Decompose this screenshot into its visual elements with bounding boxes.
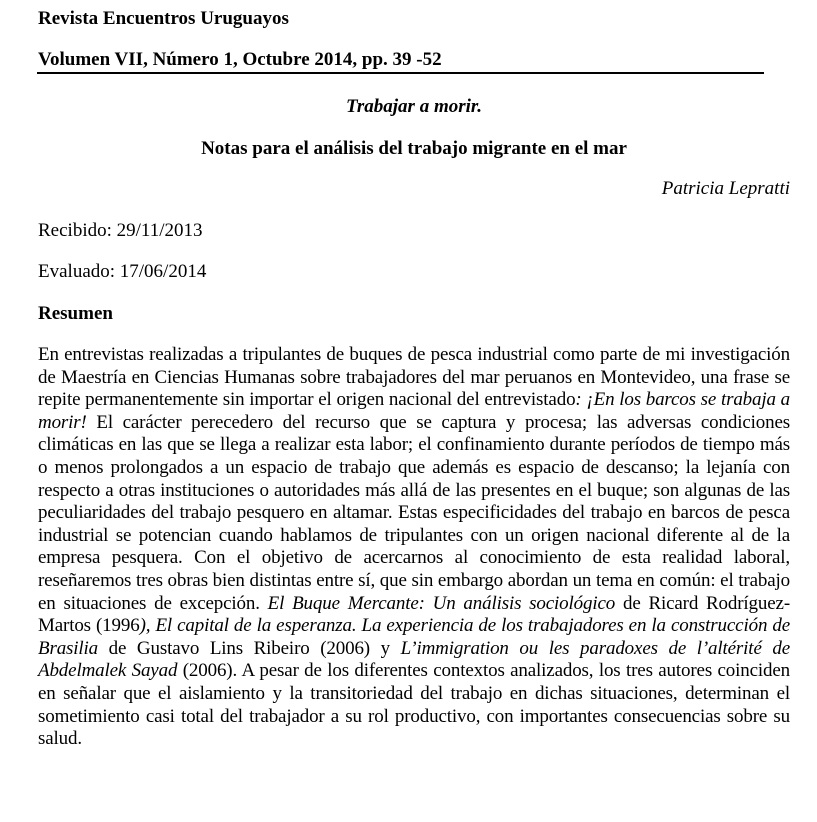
abstract-segment-italic: ), El capital de la esperanza. La experiencia de los trabajadores en la construcción de Brasilia [38, 615, 790, 659]
article-author: Patricia Lepratti [661, 178, 790, 199]
abstract-segment: de Ricard Rodríguez-Martos (1996 [38, 592, 790, 637]
abstract-segment-italic: : ¡En los barcos se trabaja a morir! [38, 389, 790, 433]
abstract-segment: (2006). A pesar de los diferentes contextos analizados, los tres autores coinciden en señalar que el aislamiento y la transitoriedad del trabajo en dichas situaciones, determinan el sometimiento casi total del trabajador a su rol productivo, con importantes consecuencias sobre su salud. [38, 660, 790, 750]
journal-name: Revista Encuentros Uruguayos [38, 8, 289, 29]
abstract-body [38, 344, 790, 751]
article-subtitle: Notas para el análisis del trabajo migrante en el mar [201, 138, 627, 159]
abstract-segment: El carácter perecedero del recurso que se captura y procesa; las adversas condiciones climáticas en las que se llega a realizar esta labor; el confinamiento durante períodos de tiempo más o menos prolongados a un espacio de trabajo que además es espacio de descanso; la lejanía con respecto a otras instituciones o autoridades más allá de las presentes en el buque; son algunas de las peculiaridades del trabajo pesquero en altamar. Estas especificidades del trabajo en barcos de pesca industrial se potencian cuando hablamos de tripulantes con un origen nacional diferente al de la empresa pesquera. Con el objetivo de acercarnos al conocimiento de esta realidad laboral, reseñaremos tres obras bien distintas entre sí, que sin embargo abordan un tema en común: el trabajo en situaciones de excepción. [38, 411, 790, 614]
evaluated-date: Evaluado: 17/06/2014 [38, 261, 207, 282]
abstract-segment-italic: L’immigration ou les paradoxes de l’altérité de Abdelmalek Sayad [38, 637, 790, 682]
journal-volume-info: Volumen VII, Número 1, Octubre 2014, pp. 39 -52 [38, 49, 442, 70]
abstract-segment-italic: El Buque Mercante: Un análisis sociológico [267, 592, 616, 614]
abstract-segment: En entrevistas realizadas a tripulantes de buques de pesca industrial como parte de mi investigación de Maestría en Ciencias Humanas sobre trabajadores del mar peruanos en Montevideo, una frase se repite permanentemente sin importar el origen nacional del entrevistado [38, 344, 790, 411]
abstract-segment: de Gustavo Lins Ribeiro (2006) y [98, 637, 401, 659]
abstract-heading: Resumen [38, 303, 113, 324]
article-title: Trabajar a morir. [345, 96, 482, 117]
received-date: Recibido: 29/11/2013 [38, 220, 203, 241]
header-divider [37, 72, 764, 74]
